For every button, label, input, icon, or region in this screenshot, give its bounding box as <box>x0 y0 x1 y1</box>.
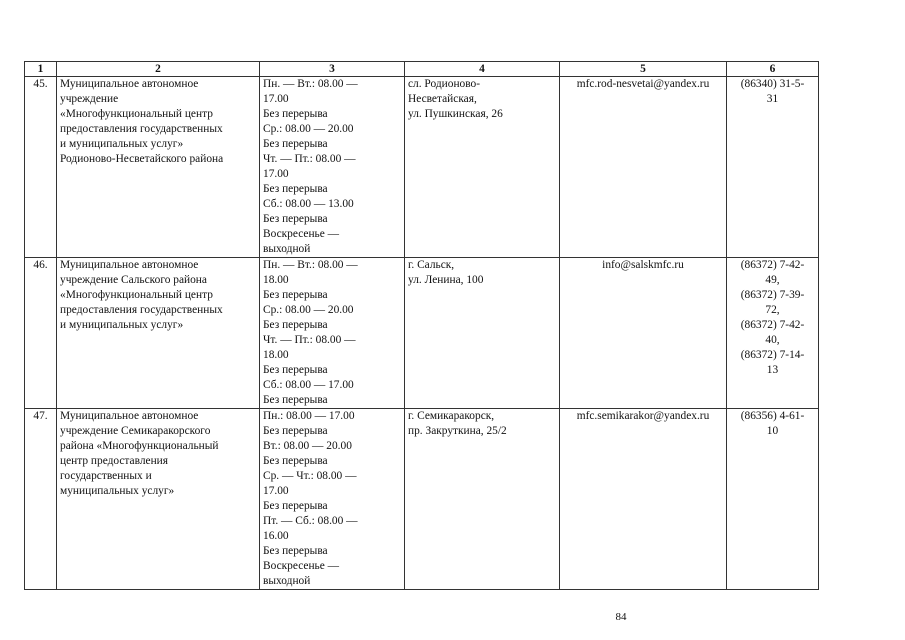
address-cell <box>405 77 560 258</box>
institution-name-line: учреждение Семикаракорского <box>60 425 211 437</box>
institution-name-line: Муниципальное автономное <box>60 259 199 271</box>
schedule-line: выходной <box>263 575 311 587</box>
schedule-line: Без перерыва <box>263 425 328 437</box>
page-number: 84 <box>615 611 627 623</box>
institution-name-cell <box>57 409 260 590</box>
schedule-line: Воскресенье — <box>263 228 340 240</box>
institution-name-line: Муниципальное автономное <box>60 410 199 422</box>
address-line: ул. Пушкинская, 26 <box>408 108 503 120</box>
institution-name-line: центр предоставления <box>60 455 169 467</box>
email-address: mfc.semikarakor@yandex.ru <box>576 410 710 422</box>
schedule-line: Пт. — Сб.: 08.00 — <box>263 515 358 527</box>
address-line: сл. Родионово- <box>408 78 481 90</box>
schedule-line: Ср.: 08.00 — 20.00 <box>263 304 354 316</box>
schedule-line: Чт. — Пт.: 08.00 — <box>263 334 356 346</box>
phone-line: 10 <box>766 425 779 437</box>
address-line: г. Семикаракорск, <box>408 410 495 422</box>
schedule-cell <box>260 77 405 258</box>
column-header-4: 4 <box>405 62 560 77</box>
schedule-line: Без перерыва <box>263 138 328 150</box>
phone-line: (86372) 7-42- <box>740 319 805 331</box>
column-header-1: 1 <box>25 62 57 77</box>
schedule-line: Пн. — Вт.: 08.00 — <box>263 259 358 271</box>
row-number: 46. <box>25 258 57 409</box>
schedule-line: Пн.: 08.00 — 17.00 <box>263 410 355 422</box>
phone-line: 49, <box>765 274 780 286</box>
institution-name-line: учреждение <box>60 93 119 105</box>
institution-name-line: муниципальных услуг» <box>60 485 175 497</box>
table-row <box>25 409 819 590</box>
table-row <box>25 77 819 258</box>
phone-line: (86372) 7-42- <box>740 259 805 271</box>
address-line: пр. Закруткина, 25/2 <box>408 425 507 437</box>
institution-name-line: государственных и <box>60 470 152 482</box>
schedule-line: Без перерыва <box>263 394 328 406</box>
phone-line: (86372) 7-39- <box>740 289 805 301</box>
email-address: info@salskmfc.ru <box>602 259 684 271</box>
institution-name-line: и муниципальных услуг» <box>60 138 184 150</box>
column-header-5: 5 <box>560 62 727 77</box>
address-line: г. Сальск, <box>408 259 455 271</box>
phone-line: (86340) 31-5- <box>740 78 805 90</box>
institution-name-cell <box>57 77 260 258</box>
schedule-line: Без перерыва <box>263 289 328 301</box>
phone-cell <box>727 258 819 409</box>
phone-line: 40, <box>765 334 780 346</box>
institution-name-line: и муниципальных услуг» <box>60 319 184 331</box>
schedule-line: выходной <box>263 243 311 255</box>
mfc-table <box>24 61 819 590</box>
schedule-line: Сб.: 08.00 — 13.00 <box>263 198 354 210</box>
institution-name-line: района «Многофункциональный <box>60 440 219 452</box>
phone-cell <box>727 77 819 258</box>
phone-line: 31 <box>766 93 779 105</box>
table-body <box>25 77 819 590</box>
column-header-6: 6 <box>727 62 819 77</box>
schedule-line: Ср.: 08.00 — 20.00 <box>263 123 354 135</box>
email-cell <box>560 258 727 409</box>
column-header-3: 3 <box>260 62 405 77</box>
schedule-line: Без перерыва <box>263 183 328 195</box>
institution-name-line: учреждение Сальского района <box>60 274 207 286</box>
email-cell <box>560 77 727 258</box>
address-line: ул. Ленина, 100 <box>408 274 484 286</box>
row-number: 45. <box>25 77 57 258</box>
institution-name-line: «Многофункциональный центр <box>60 289 213 301</box>
header-row <box>25 62 819 77</box>
institution-name-cell <box>57 258 260 409</box>
address-line: Несветайская, <box>408 93 477 105</box>
schedule-line: Без перерыва <box>263 455 328 467</box>
schedule-line: Чт. — Пт.: 08.00 — <box>263 153 356 165</box>
phone-line: (86372) 7-14- <box>740 349 805 361</box>
schedule-line: 16.00 <box>263 530 289 542</box>
schedule-line: 17.00 <box>263 485 289 497</box>
schedule-line: Без перерыва <box>263 545 328 557</box>
schedule-line: Воскресенье — <box>263 560 340 572</box>
address-cell <box>405 409 560 590</box>
schedule-line: Пн. — Вт.: 08.00 — <box>263 78 358 90</box>
schedule-line: 17.00 <box>263 93 289 105</box>
schedule-line: Без перерыва <box>263 319 328 331</box>
table-row <box>25 258 819 409</box>
schedule-line: 17.00 <box>263 168 289 180</box>
row-number: 47. <box>25 409 57 590</box>
schedule-cell <box>260 258 405 409</box>
column-header-2: 2 <box>57 62 260 77</box>
email-address: mfc.rod-nesvetai@yandex.ru <box>576 78 710 90</box>
schedule-line: 18.00 <box>263 349 289 361</box>
email-cell <box>560 409 727 590</box>
institution-name-line: «Многофункциональный центр <box>60 108 213 120</box>
institution-name-line: предоставления государственных <box>60 123 223 135</box>
schedule-line: 18.00 <box>263 274 289 286</box>
schedule-line: Сб.: 08.00 — 17.00 <box>263 379 354 391</box>
phone-line: 13 <box>766 364 779 376</box>
phone-line: (86356) 4-61- <box>740 410 805 422</box>
institution-name-line: Муниципальное автономное <box>60 78 199 90</box>
schedule-line: Вт.: 08.00 — 20.00 <box>263 440 352 452</box>
phone-line: 72, <box>765 304 780 316</box>
schedule-line: Без перерыва <box>263 213 328 225</box>
schedule-line: Без перерыва <box>263 500 328 512</box>
address-cell <box>405 258 560 409</box>
schedule-line: Без перерыва <box>263 108 328 120</box>
institution-name-line: Родионово-Несветайского района <box>60 153 224 165</box>
schedule-line: Ср. — Чт.: 08.00 — <box>263 470 357 482</box>
phone-cell <box>727 409 819 590</box>
schedule-cell <box>260 409 405 590</box>
schedule-line: Без перерыва <box>263 364 328 376</box>
institution-name-line: предоставления государственных <box>60 304 223 316</box>
